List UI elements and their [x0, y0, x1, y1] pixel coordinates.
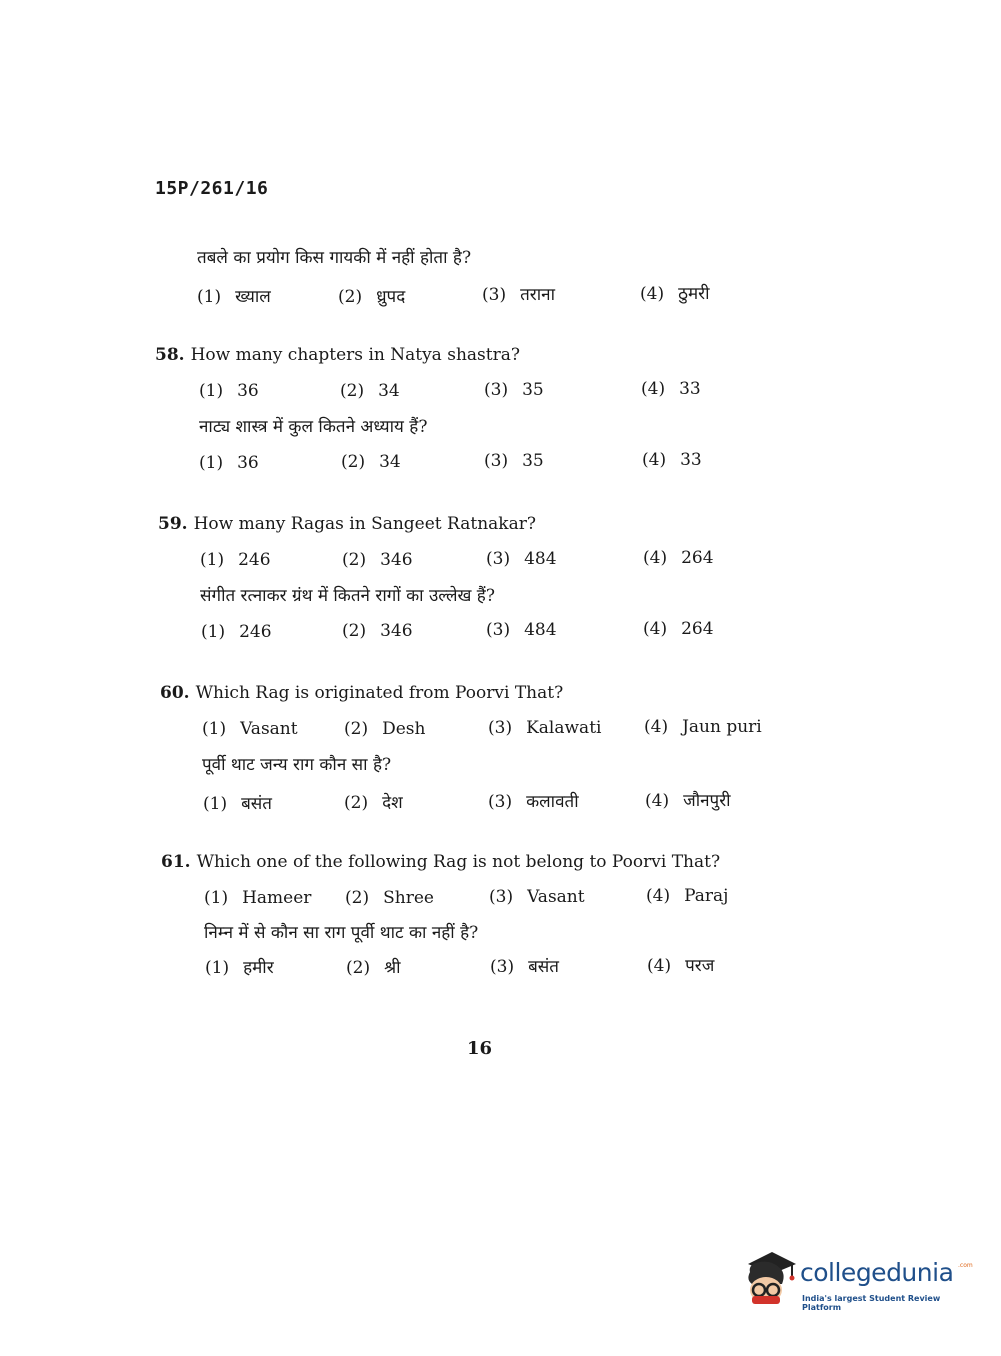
option-text: Vasant [527, 887, 585, 907]
option-number: (4) [646, 886, 671, 906]
option-number: (3) [482, 285, 507, 305]
option-text: 246 [238, 550, 271, 570]
option-text: 346 [380, 621, 413, 641]
option-number: (3) [484, 451, 509, 471]
page-code: 15P/261/16 [155, 178, 269, 199]
option-59-en-1 [200, 550, 271, 570]
option-text: हमीर [243, 958, 274, 978]
option-text: Kalawati [526, 718, 602, 738]
option-number: (2) [342, 550, 367, 570]
option-59-en-3 [486, 549, 557, 569]
option-text: 36 [237, 381, 259, 401]
option-number: (2) [338, 287, 363, 307]
question-text: How many chapters in Natya shastra? [190, 345, 520, 365]
option-number: (3) [486, 620, 511, 640]
option-number: (2) [340, 381, 365, 401]
option-number: (3) [484, 380, 509, 400]
option-number: (2) [344, 719, 369, 739]
option-61-en-2 [345, 888, 434, 908]
option-number: (3) [486, 549, 511, 569]
question-number: 61. [161, 852, 191, 872]
option-60-hi-3 [488, 789, 579, 812]
option-text: बसंत [241, 794, 272, 814]
option-61-hi-4 [647, 953, 714, 976]
question-59-hindi: संगीत रत्नाकर ग्रंथ में कितने रागों का उल्लेख हैं? [200, 586, 495, 606]
option-59-hi-1 [201, 622, 272, 642]
question-58-hindi: नाट्य शास्त्र में कुल कितने अध्याय हैं? [199, 417, 428, 437]
brand-tagline: India's largest Student Review Platform [802, 1294, 941, 1312]
option-text: Shree [383, 888, 434, 908]
option-text: 34 [378, 381, 400, 401]
option-number: (1) [201, 622, 226, 642]
option-61-hi-1 [205, 955, 274, 978]
option-61-hi-3 [490, 954, 559, 977]
mascot-logo-icon [742, 1250, 798, 1308]
option-text: 264 [681, 619, 714, 639]
option-58-hi-1 [199, 453, 259, 473]
question-60-hindi: पूर्वी थाट जन्य राग कौन सा है? [202, 755, 392, 775]
option-text: 33 [679, 379, 701, 399]
option-number: (4) [640, 284, 665, 304]
option-text: Jaun puri [682, 717, 762, 737]
option-text: 35 [522, 451, 544, 471]
option-number: (2) [342, 621, 367, 641]
option-59-hi-3 [486, 620, 557, 640]
option-58-hi-3 [484, 451, 544, 471]
option-number: (4) [644, 717, 669, 737]
option-text: Desh [382, 719, 426, 739]
page-number: 16 [467, 1038, 493, 1059]
option-60-en-4 [644, 717, 762, 737]
question-number: 59. [158, 514, 188, 534]
question-text: How many Ragas in Sangeet Ratnakar? [193, 514, 536, 534]
option-number: (4) [643, 548, 668, 568]
option-58-hi-4 [642, 450, 702, 470]
option-61-en-1 [204, 888, 311, 908]
option-number: (2) [346, 958, 371, 978]
option-number: (2) [345, 888, 370, 908]
brand-suffix: .com [958, 1262, 973, 1269]
option-text: देश [382, 793, 403, 813]
option-text: ख्याल [235, 287, 271, 307]
option-text: परज [685, 956, 715, 976]
question-text: Which one of the following Rag is not belong to Poorvi That? [196, 852, 721, 872]
option-text: 246 [239, 622, 272, 642]
option-text: Hameer [242, 888, 312, 908]
option-61-en-3 [489, 887, 585, 907]
option-number: (4) [642, 450, 667, 470]
option-number: (4) [643, 619, 668, 639]
option-58-en-3 [484, 380, 544, 400]
option-text: ध्रुपद [376, 287, 406, 307]
option-60-hi-2 [344, 790, 403, 813]
brand-logo-block [742, 1250, 972, 1310]
option-text: जौनपुरी [683, 791, 731, 811]
option-number: (1) [200, 550, 225, 570]
question-58-english [155, 345, 520, 365]
option-text: 34 [379, 452, 401, 472]
option-number: (3) [490, 957, 515, 977]
question-61-english [161, 852, 720, 872]
option-text: 484 [524, 620, 557, 640]
option-60-en-3 [488, 718, 601, 738]
option-number: (3) [488, 792, 513, 812]
option-61-hi-2 [346, 955, 401, 978]
option-number: (1) [197, 287, 222, 307]
option-number: (1) [205, 958, 230, 978]
option-number: (4) [641, 379, 666, 399]
option-text: 346 [380, 550, 413, 570]
question-number: 60. [160, 683, 190, 703]
option-text: 35 [522, 380, 544, 400]
question-59-english [158, 514, 536, 534]
option-59-hi-2 [342, 621, 413, 641]
option-text: तराना [520, 285, 555, 305]
option-number: (2) [341, 452, 366, 472]
option-text: श्री [384, 958, 401, 978]
option-number: (1) [204, 888, 229, 908]
option-58-en-4 [641, 379, 701, 399]
question-text: Which Rag is originated from Poorvi That? [195, 683, 564, 703]
option-number: (1) [202, 719, 227, 739]
option-58-en-1 [199, 381, 259, 401]
question-57-hindi: तबले का प्रयोग किस गायकी में नहीं होता है? [197, 248, 472, 268]
option-59-hi-4 [643, 619, 714, 639]
option-text: Paraj [684, 886, 729, 906]
option-number: (3) [488, 718, 513, 738]
option-60-en-2 [344, 719, 425, 739]
option-number: (1) [203, 794, 228, 814]
option-57-3 [482, 282, 555, 305]
question-60-english [160, 683, 563, 703]
option-text: Vasant [240, 719, 298, 739]
option-58-en-2 [340, 381, 400, 401]
option-57-4 [640, 281, 710, 304]
option-text: 484 [524, 549, 557, 569]
option-57-2 [338, 284, 405, 307]
option-text: कलावती [526, 792, 579, 812]
option-text: 36 [237, 453, 259, 473]
brand-name: collegedunia [800, 1258, 954, 1287]
option-number: (1) [199, 381, 224, 401]
option-61-en-4 [646, 886, 728, 906]
option-58-hi-2 [341, 452, 401, 472]
option-60-hi-1 [203, 791, 272, 814]
option-number: (1) [199, 453, 224, 473]
option-number: (4) [647, 956, 672, 976]
option-57-1 [197, 284, 271, 307]
option-text: ठुमरी [678, 284, 710, 304]
option-59-en-2 [342, 550, 413, 570]
option-number: (2) [344, 793, 369, 813]
option-text: 264 [681, 548, 714, 568]
option-text: 33 [680, 450, 702, 470]
option-60-en-1 [202, 719, 298, 739]
question-number: 58. [155, 345, 185, 365]
question-61-hindi: निम्न में से कौन सा राग पूर्वी थाट का नहीं है? [204, 923, 479, 943]
option-number: (4) [645, 791, 670, 811]
option-60-hi-4 [645, 788, 731, 811]
option-text: बसंत [528, 957, 559, 977]
option-number: (3) [489, 887, 514, 907]
option-59-en-4 [643, 548, 714, 568]
